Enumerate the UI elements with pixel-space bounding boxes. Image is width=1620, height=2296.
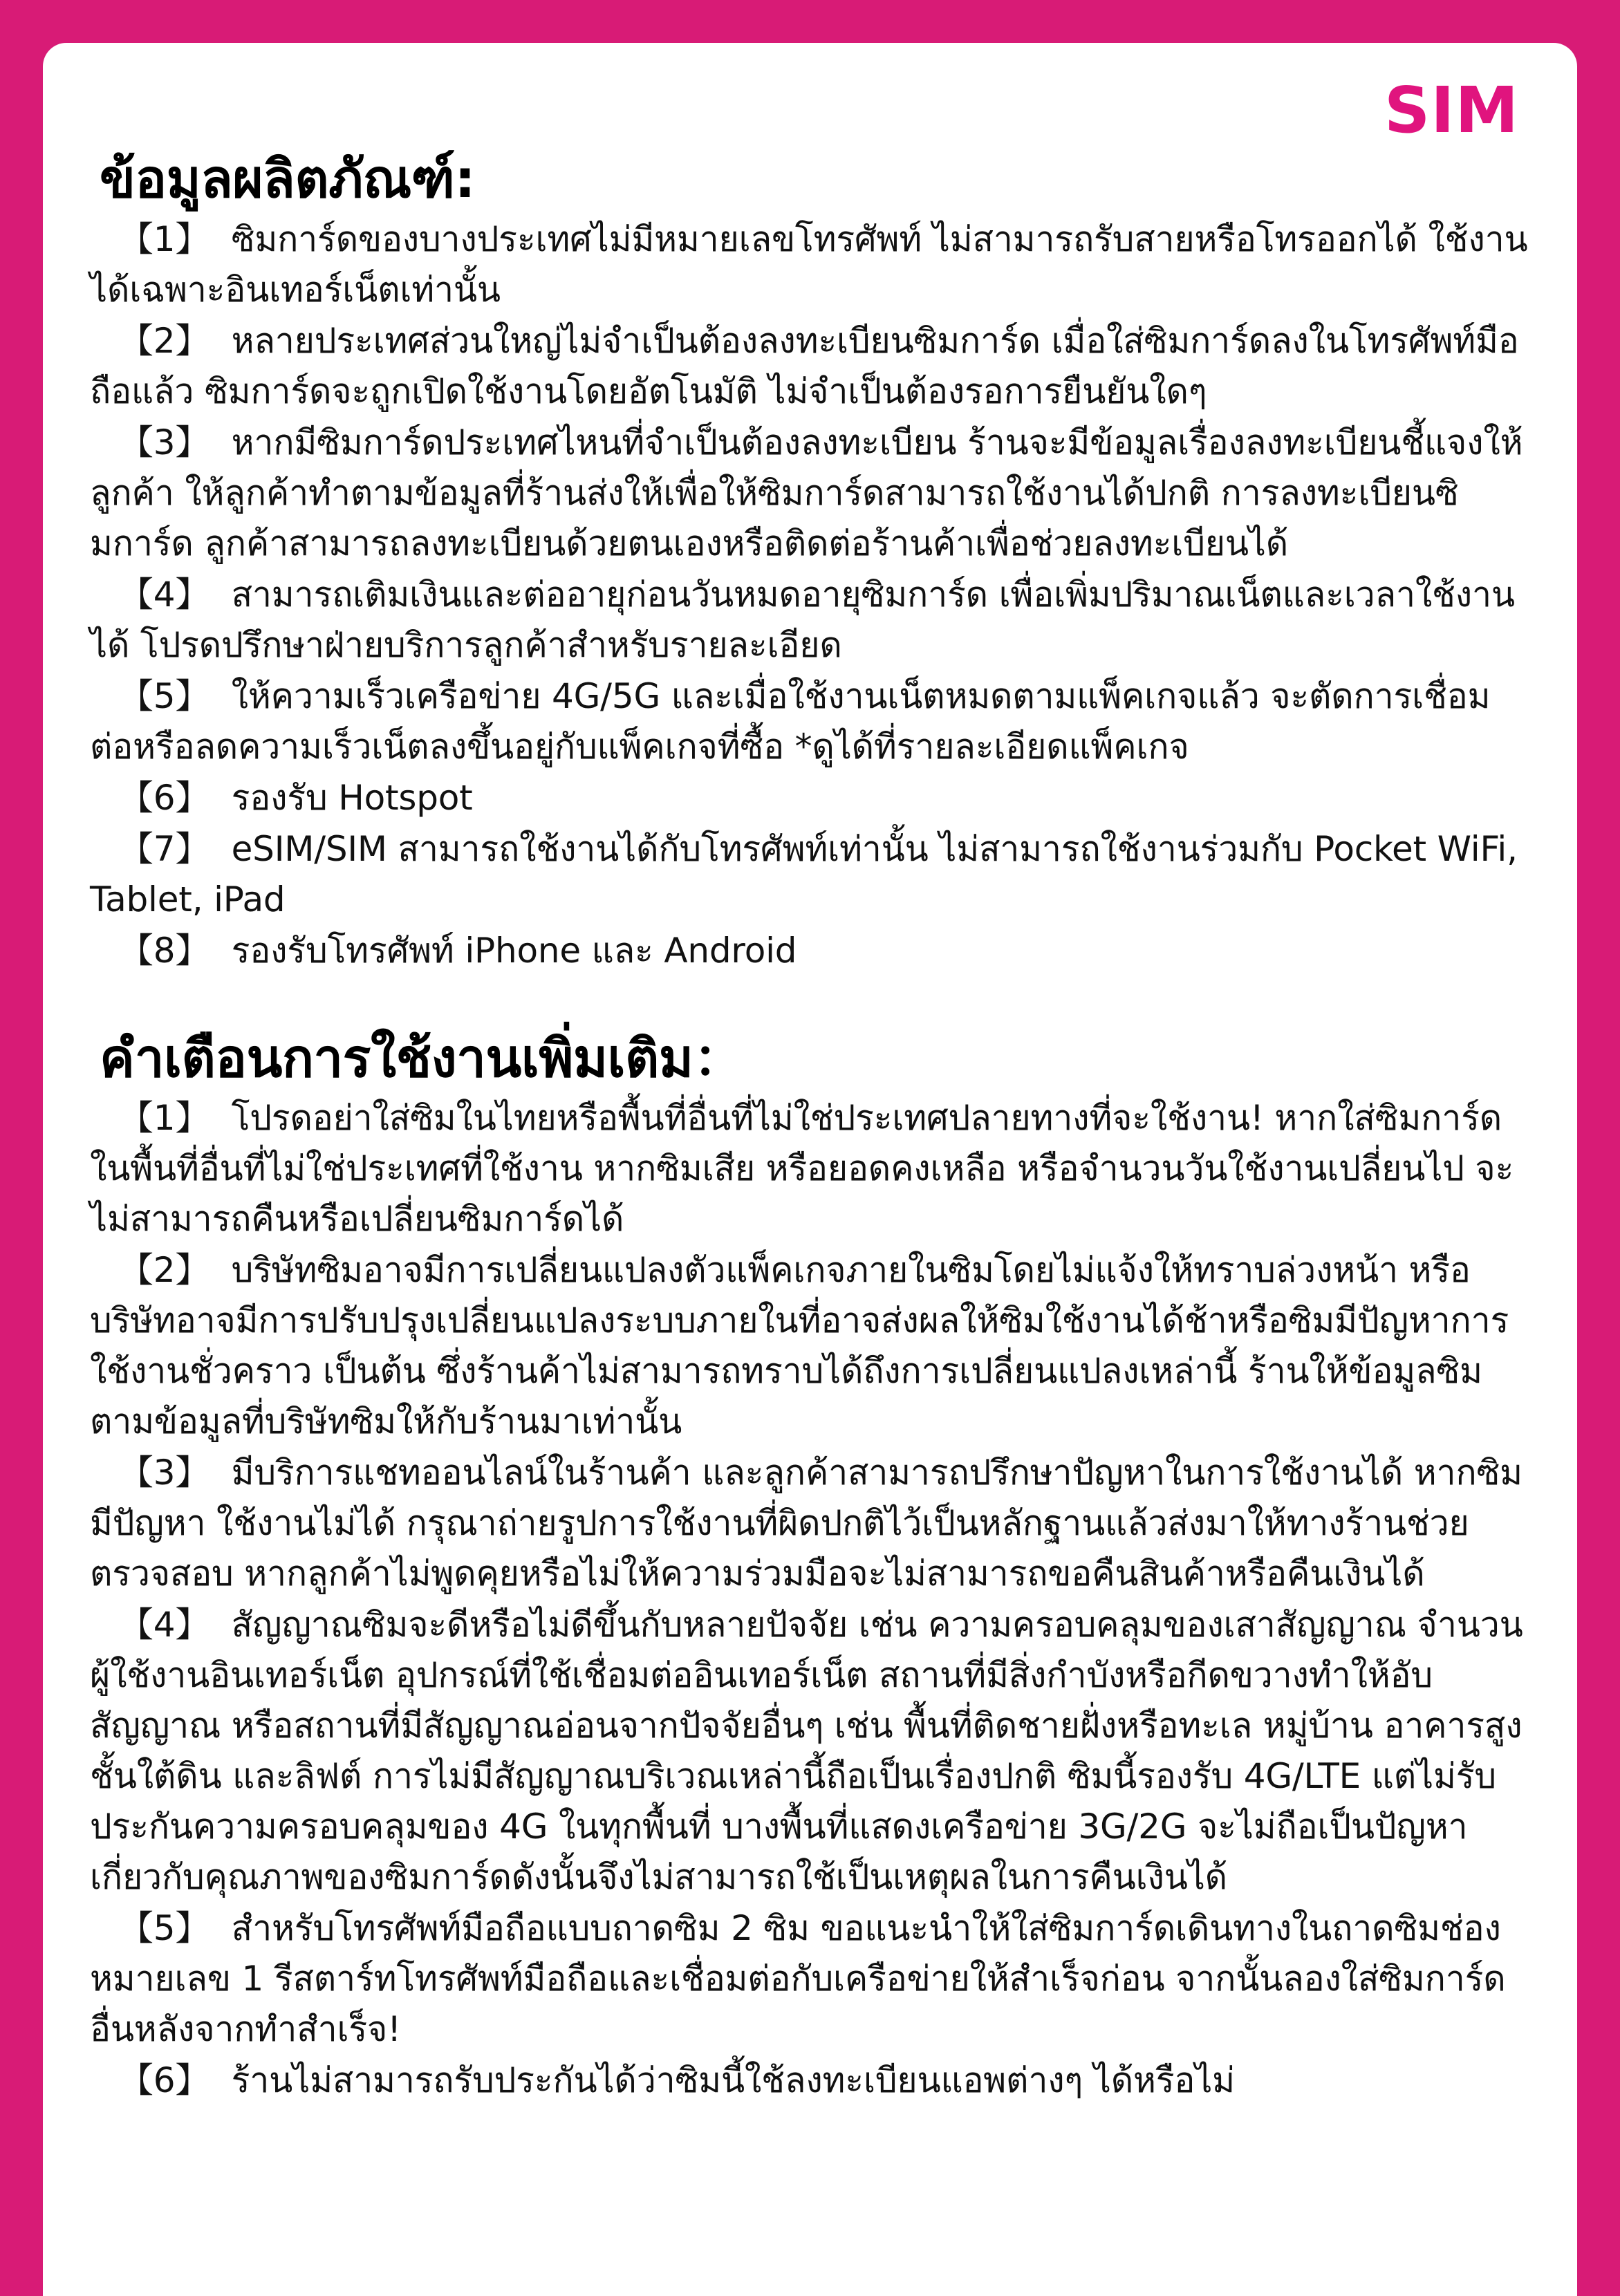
item-text: หลายประเทศส่วนใหญ่ไม่จำเป็นต้องลงทะเบียนซิมการ์ด เมื่อใส่ซิมการ์ดลงในโทรศัพท์มือถือแล้ว ซิมการ์ดจะถูกเปิดใช้งานโดยอัตโนมัติ ไม่จำเป็นต้องรอการยืนยันใดๆ [90,320,1519,411]
logo-row [90,66,1530,148]
item-marker: 【1】 [119,218,210,259]
list-item [90,773,1530,823]
item-text: บริษัทซิมอาจมีการเปลี่ยนแปลงตัวแพ็คเกจภายในซิมโดยไม่แจ้งให้ทราบล่วงหน้า หรือบริษัทอาจมีการปรับปรุงเปลี่ยนแปลงระบบภายในที่อาจส่งผลให้ซิมใช้งานได้ช้าหรือซิมมีปัญหาการใช้งานชั่วคราว เป็นต้น ซึ่งร้านค้าไม่สามารถทราบได้ถึงการเปลี่ยนแปลงเหล่านี้ ร้านให้ข้อมูลซิมตามข้อมูลที่บริษัทซิมให้กับร้านมาเท่านั้น [90,1250,1509,1442]
item-marker: 【3】 [119,422,210,463]
list-item [90,1093,1530,1244]
usage-warnings-heading: คำเตือนการใช้งานเพิ่มเติม： [100,1027,745,1089]
item-marker: 【5】 [119,675,210,716]
item-text: ร้านไม่สามารถรับประกันได้ว่าซิมนี้ใช้ลงทะเบียนแอพต่างๆ ได้หรือไม่ [231,2060,1235,2101]
item-text: หากมีซิมการ์ดประเทศไหนที่จำเป็นต้องลงทะเบียน ร้านจะมีข้อมูลเรื่องลงทะเบียนชี้แจงให้ลูกค้า ให้ลูกค้าทำตามข้อมูลที่ร้านส่งให้เพื่อให้ซิมการ์ดสามารถใช้งานได้ปกติ การลงทะเบียนซิมการ์ด ลูกค้าสามารถลงทะเบียนด้วยตนเองหรือติดต่อร้านค้าเพื่อช่วยลงทะเบียนได้ [90,422,1523,563]
item-marker: 【2】 [119,320,210,361]
list-item [90,2055,1530,2106]
list-item [90,1600,1530,1903]
item-text: ซิมการ์ดของบางประเทศไม่มีหมายเลขโทรศัพท์ ไม่สามารถรับสายหรือโทรออกได้ ใช้งานได้เฉพาะอินเทอร์เน็ตเท่านั้น [90,218,1528,310]
list-item [90,824,1530,925]
item-marker: 【2】 [119,1250,210,1291]
item-text: eSIM/SIM สามารถใช้งานได้กับโทรศัพท์เท่านั้น ไม่สามารถใช้งานร่วมกับ Pocket WiFi, Tablet, iPad [90,828,1518,920]
product-info-list [90,214,1530,976]
usage-warnings-list [90,1093,1530,2106]
list-item [90,214,1530,315]
list-item [90,1245,1530,1447]
item-marker: 【7】 [119,828,210,869]
item-marker: 【8】 [119,930,210,971]
product-info-heading: ข้อมูลผลิตภัณฑ์: [100,148,476,209]
item-text: สามารถเติมเงินและต่ออายุก่อนวันหมดอายุซิมการ์ด เพื่อเพิ่มปริมาณเน็ตและเวลาใช้งานได้ โปรดปรึกษาฝ่ายบริการลูกค้าสำหรับรายละเอียด [90,574,1515,665]
item-marker: 【6】 [119,777,210,818]
item-text: สำหรับโทรศัพท์มือถือแบบถาดซิม 2 ซิม ขอแนะนำให้ใส่ซิมการ์ดเดินทางในถาดซิมช่องหมายเลข 1 รีสตาร์ทโทรศัพท์มือถือและเชื่อมต่อกับเครือข่ายให้สำเร็จก่อน จากนั้นลองใส่ซิมการ์ดอื่นหลังจากทำสำเร็จ! [90,1908,1506,2050]
item-text: รองรับ Hotspot [231,777,473,818]
item-marker: 【6】 [119,2060,210,2101]
product-info-card [43,43,1577,2296]
item-text: ให้ความเร็วเครือข่าย 4G/5G และเมื่อใช้งานเน็ตหมดตามแพ็คเกจแล้ว จะตัดการเชื่อมต่อหรือลดความเร็วเน็ตลงขึ้นอยู่กับแพ็คเกจที่ซื้อ *ดูได้ที่รายละเอียดแพ็คเกจ [90,675,1491,767]
list-item [90,1903,1530,2055]
item-marker: 【4】 [119,1605,210,1645]
list-item [90,418,1530,569]
list-item [90,926,1530,976]
list-item [90,1448,1530,1599]
item-text: สัญญาณซิมจะดีหรือไม่ดีขึ้นกับหลายปัจจัย เช่น ความครอบคลุมของเสาสัญญาณ จำนวนผู้ใช้งานอินเทอร์เน็ต อุปกรณ์ที่ใช้เชื่อมต่ออินเทอร์เน็ต สถานที่มีสิ่งกำบังหรือกีดขวางทำให้อับสัญญาณ หรือสถานที่มีสัญญาณอ่อนจากปัจจัยอื่นๆ เช่น พื้นที่ติดชายฝั่งหรือทะเล หมู่บ้าน อาคารสูง ชั้นใต้ดิน และลิฟต์ การไม่มีสัญญาณบริเวณเหล่านี้ถือเป็นเรื่องปกติ ซิมนี้รองรับ 4G/LTE แต่ไม่รับประกันความครอบคลุมของ 4G ในทุกพื้นที่ บางพื้นที่แสดงเครือข่าย 3G/2G จะไม่ถือเป็นปัญหาเกี่ยวกับคุณภาพของซิมการ์ดดังนั้นจึงไม่สามารถใช้เป็นเหตุผลในการคืนเงินได้ [90,1605,1523,1898]
list-item [90,316,1530,417]
item-marker: 【3】 [119,1453,210,1493]
item-text: รองรับโทรศัพท์ iPhone และ Android [231,930,797,971]
list-item [90,671,1530,772]
sim-logo: SIM [1384,73,1519,147]
item-marker: 【4】 [119,574,210,615]
list-item [90,570,1530,671]
item-text: มีบริการแชทออนไลน์ในร้านค้า และลูกค้าสามารถปรึกษาปัญหาในการใช้งานได้ หากซิมมีปัญหา ใช้งานไม่ได้ กรุณาถ่ายรูปการใช้งานที่ผิดปกติไว้เป็นหลักฐานแล้วส่งมาให้ทางร้านช่วยตรวจสอบ หากลูกค้าไม่พูดคุยหรือไม่ให้ความร่วมมือจะไม่สามารถขอคืนสินค้าหรือคืนเงินได้ [90,1453,1523,1594]
item-text: โปรดอย่าใส่ซิมในไทยหรือพื้นที่อื่นที่ไม่ใช่ประเทศปลายทางที่จะใช้งาน! หากใส่ซิมการ์ดในพื้นที่อื่นที่ไม่ใช่ประเทศที่ใช้งาน หากซิมเสีย หรือยอดคงเหลือ หรือจำนวนวันใช้งานเปลี่ยนไป จะไม่สามารถคืนหรือเปลี่ยนซิมการ์ดได้ [90,1098,1514,1240]
item-marker: 【1】 [119,1098,210,1139]
item-marker: 【5】 [119,1908,210,1949]
